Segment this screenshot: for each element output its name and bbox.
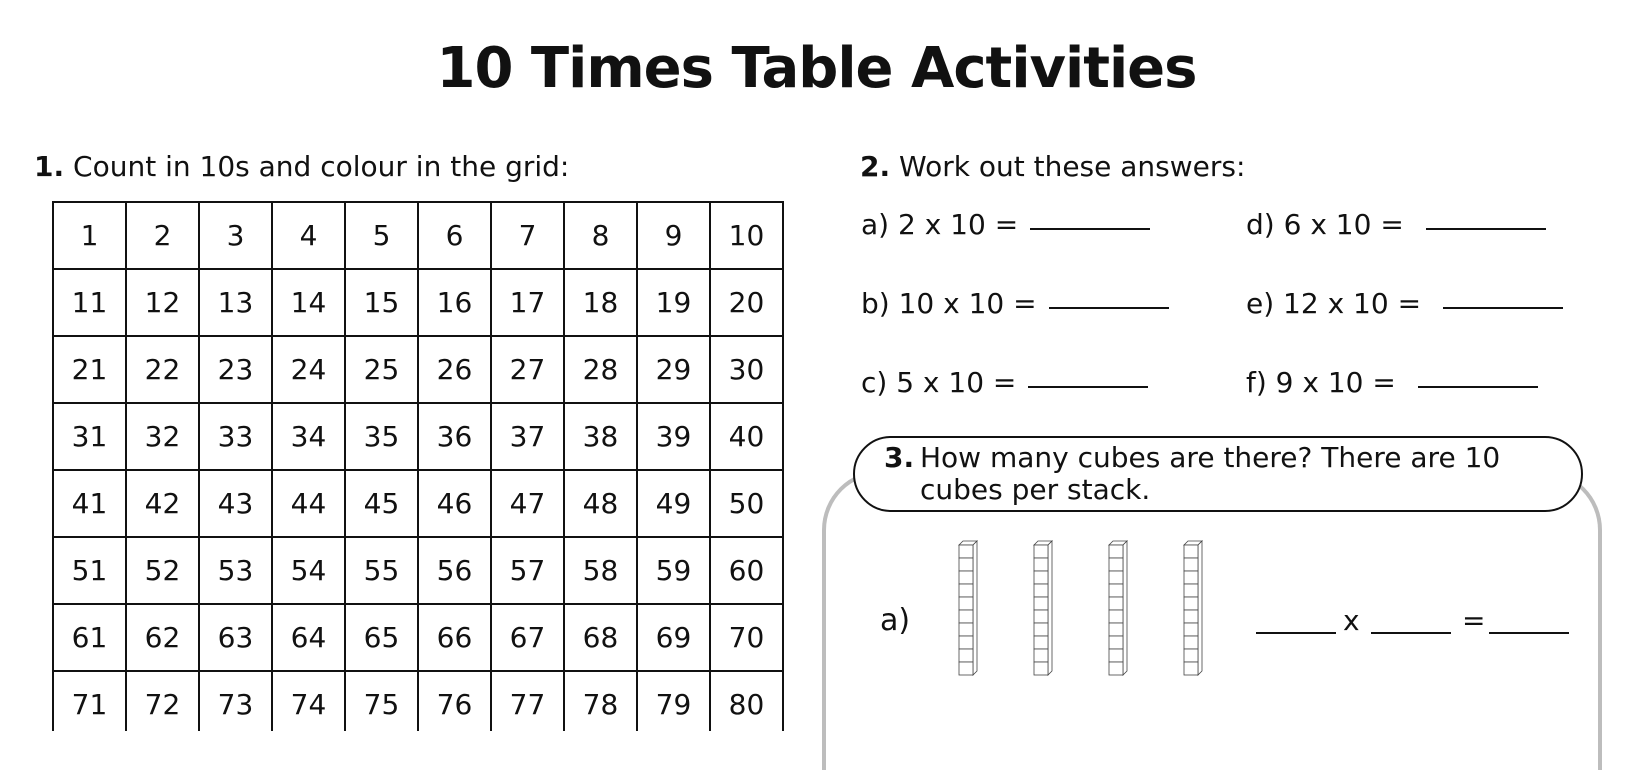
hundred-square-grid bbox=[52, 201, 791, 731]
grid-row bbox=[53, 336, 783, 403]
cube bbox=[1109, 571, 1123, 584]
grid-cell[interactable]: 73 bbox=[199, 671, 272, 731]
cube bbox=[1109, 636, 1123, 649]
grid-cell[interactable]: 5 bbox=[345, 202, 418, 269]
answer-item-a bbox=[861, 208, 1150, 241]
cube bbox=[1184, 545, 1198, 558]
question-1-number: 1. bbox=[34, 150, 65, 183]
cube bbox=[1109, 610, 1123, 623]
cube-stack bbox=[1108, 540, 1128, 680]
cube bbox=[959, 610, 973, 623]
grid-cell[interactable]: 12 bbox=[126, 269, 199, 336]
cube bbox=[1034, 636, 1048, 649]
grid-cell[interactable]: 33 bbox=[199, 403, 272, 470]
cube-stack bbox=[1033, 540, 1053, 680]
grid-cell[interactable]: 69 bbox=[637, 604, 710, 671]
answer-blank[interactable] bbox=[1030, 227, 1150, 230]
grid-cell[interactable]: 78 bbox=[564, 671, 637, 731]
cube bbox=[1034, 610, 1048, 623]
grid-row bbox=[53, 202, 783, 269]
grid-row bbox=[53, 537, 783, 604]
grid-cell[interactable]: 71 bbox=[53, 671, 126, 731]
question-2-number: 2. bbox=[860, 150, 891, 183]
grid-cell[interactable]: 23 bbox=[199, 336, 272, 403]
product-blank[interactable] bbox=[1489, 632, 1569, 634]
question-2-heading bbox=[860, 150, 1245, 183]
cube bbox=[1184, 649, 1198, 662]
grid-cell[interactable]: 17 bbox=[491, 269, 564, 336]
grid-cell[interactable]: 29 bbox=[637, 336, 710, 403]
page-title: 10 Times Table Activities bbox=[436, 36, 1197, 101]
grid-cell[interactable]: 20 bbox=[710, 269, 783, 336]
hundred-square-table bbox=[52, 201, 784, 731]
grid-cell[interactable]: 47 bbox=[491, 470, 564, 537]
cube bbox=[1184, 636, 1198, 649]
cube bbox=[1184, 584, 1198, 597]
answer-item-label: b) 10 x 10 = bbox=[861, 287, 1037, 320]
grid-row bbox=[53, 470, 783, 537]
grid-cell[interactable]: 77 bbox=[491, 671, 564, 731]
grid-cell[interactable]: 35 bbox=[345, 403, 418, 470]
grid-cell[interactable]: 74 bbox=[272, 671, 345, 731]
grid-cell[interactable]: 76 bbox=[418, 671, 491, 731]
cube bbox=[1034, 597, 1048, 610]
cube bbox=[1109, 584, 1123, 597]
grid-cell[interactable]: 26 bbox=[418, 336, 491, 403]
grid-cell[interactable]: 22 bbox=[126, 336, 199, 403]
answer-item-label: f) 9 x 10 = bbox=[1246, 366, 1396, 399]
answer-item-label: e) 12 x 10 = bbox=[1246, 287, 1422, 320]
grid-cell[interactable]: 53 bbox=[199, 537, 272, 604]
grid-cell[interactable]: 44 bbox=[272, 470, 345, 537]
cube bbox=[1034, 558, 1048, 571]
grid-cell[interactable]: 51 bbox=[53, 537, 126, 604]
cube bbox=[1034, 662, 1048, 675]
cube bbox=[1184, 597, 1198, 610]
grid-cell[interactable]: 15 bbox=[345, 269, 418, 336]
grid-cell[interactable]: 14 bbox=[272, 269, 345, 336]
grid-cell[interactable]: 42 bbox=[126, 470, 199, 537]
answer-item-label: c) 5 x 10 = bbox=[861, 366, 1017, 399]
cube bbox=[1034, 584, 1048, 597]
grid-cell[interactable]: 11 bbox=[53, 269, 126, 336]
grid-cell[interactable]: 66 bbox=[418, 604, 491, 671]
grid-cell[interactable]: 32 bbox=[126, 403, 199, 470]
grid-cell[interactable]: 62 bbox=[126, 604, 199, 671]
cube bbox=[959, 558, 973, 571]
grid-cell[interactable]: 19 bbox=[637, 269, 710, 336]
answer-blank[interactable] bbox=[1418, 385, 1538, 388]
times-sign: x bbox=[1343, 604, 1360, 637]
grid-cell[interactable]: 46 bbox=[418, 470, 491, 537]
cube bbox=[959, 571, 973, 584]
grid-cell[interactable]: 27 bbox=[491, 336, 564, 403]
answer-item-label: a) 2 x 10 = bbox=[861, 208, 1019, 241]
grid-cell[interactable]: 67 bbox=[491, 604, 564, 671]
grid-cell[interactable]: 45 bbox=[345, 470, 418, 537]
cube bbox=[1184, 662, 1198, 675]
answer-blank[interactable] bbox=[1028, 385, 1148, 388]
question-2-text: Work out these answers: bbox=[899, 150, 1246, 183]
grid-cell[interactable]: 21 bbox=[53, 336, 126, 403]
cube bbox=[1109, 597, 1123, 610]
grid-cell[interactable]: 79 bbox=[637, 671, 710, 731]
grid-cell[interactable]: 4 bbox=[272, 202, 345, 269]
grid-cell[interactable]: 13 bbox=[199, 269, 272, 336]
grid-cell[interactable]: 18 bbox=[564, 269, 637, 336]
part-a-label: a) bbox=[880, 603, 911, 638]
grid-cell[interactable]: 39 bbox=[637, 403, 710, 470]
grid-cell[interactable]: 80 bbox=[710, 671, 783, 731]
grid-cell[interactable]: 24 bbox=[272, 336, 345, 403]
grid-cell[interactable]: 9 bbox=[637, 202, 710, 269]
grid-cell[interactable]: 63 bbox=[199, 604, 272, 671]
answer-item-e bbox=[1246, 287, 1563, 320]
grid-cell[interactable]: 41 bbox=[53, 470, 126, 537]
cube bbox=[959, 597, 973, 610]
answer-item-c bbox=[861, 366, 1148, 399]
grid-cell[interactable]: 38 bbox=[564, 403, 637, 470]
grid-cell[interactable]: 64 bbox=[272, 604, 345, 671]
cube bbox=[1184, 623, 1198, 636]
grid-cell[interactable]: 70 bbox=[710, 604, 783, 671]
answer-blank[interactable] bbox=[1049, 306, 1169, 309]
question-1-text: Count in 10s and colour in the grid: bbox=[73, 150, 570, 183]
cube bbox=[959, 662, 973, 675]
cube bbox=[1034, 571, 1048, 584]
cube bbox=[959, 636, 973, 649]
grid-cell[interactable]: 34 bbox=[272, 403, 345, 470]
answer-item-d bbox=[1246, 208, 1546, 241]
grid-cell[interactable]: 58 bbox=[564, 537, 637, 604]
grid-cell[interactable]: 61 bbox=[53, 604, 126, 671]
cube bbox=[1034, 545, 1048, 558]
cube bbox=[1109, 649, 1123, 662]
question-3-text: How many cubes are there? There are 10 cubes per stack. bbox=[920, 441, 1501, 506]
cube-stack bbox=[1183, 540, 1203, 680]
grid-cell[interactable]: 65 bbox=[345, 604, 418, 671]
grid-cell[interactable]: 55 bbox=[345, 537, 418, 604]
grid-cell[interactable]: 36 bbox=[418, 403, 491, 470]
cube-stack bbox=[958, 540, 978, 680]
grid-cell[interactable]: 48 bbox=[564, 470, 637, 537]
equals-sign: = bbox=[1462, 604, 1486, 637]
grid-cell[interactable]: 3 bbox=[199, 202, 272, 269]
question-1-heading bbox=[34, 150, 569, 183]
answer-item-label: d) 6 x 10 = bbox=[1246, 208, 1404, 241]
grid-cell[interactable]: 43 bbox=[199, 470, 272, 537]
grid-cell[interactable]: 59 bbox=[637, 537, 710, 604]
cube bbox=[959, 623, 973, 636]
cube bbox=[1109, 558, 1123, 571]
grid-cell[interactable]: 68 bbox=[564, 604, 637, 671]
grid-cell[interactable]: 60 bbox=[710, 537, 783, 604]
grid-cell[interactable]: 54 bbox=[272, 537, 345, 604]
cube bbox=[959, 584, 973, 597]
grid-cell[interactable]: 16 bbox=[418, 269, 491, 336]
grid-cell[interactable]: 75 bbox=[345, 671, 418, 731]
grid-cell[interactable]: 37 bbox=[491, 403, 564, 470]
answer-blank[interactable] bbox=[1426, 227, 1546, 230]
multiplier-blank[interactable] bbox=[1371, 632, 1451, 634]
cube bbox=[1184, 610, 1198, 623]
grid-cell[interactable]: 7 bbox=[491, 202, 564, 269]
grid-cell[interactable]: 49 bbox=[637, 470, 710, 537]
cube bbox=[959, 545, 973, 558]
answer-item-b bbox=[861, 287, 1169, 320]
grid-cell[interactable]: 40 bbox=[710, 403, 783, 470]
grid-cell[interactable]: 10 bbox=[710, 202, 783, 269]
grid-row bbox=[53, 671, 783, 731]
grid-cell[interactable]: 52 bbox=[126, 537, 199, 604]
grid-row bbox=[53, 604, 783, 671]
cube bbox=[1184, 558, 1198, 571]
cube bbox=[1034, 623, 1048, 636]
grid-cell[interactable]: 57 bbox=[491, 537, 564, 604]
cube bbox=[1034, 649, 1048, 662]
grid-cell[interactable]: 50 bbox=[710, 470, 783, 537]
cube bbox=[959, 649, 973, 662]
answer-item-f bbox=[1246, 366, 1538, 399]
grid-cell[interactable]: 56 bbox=[418, 537, 491, 604]
grid-cell[interactable]: 8 bbox=[564, 202, 637, 269]
question-3-number: 3. bbox=[884, 441, 915, 474]
grid-cell[interactable]: 6 bbox=[418, 202, 491, 269]
cube bbox=[1109, 662, 1123, 675]
grid-cell[interactable]: 25 bbox=[345, 336, 418, 403]
cube bbox=[1109, 545, 1123, 558]
grid-row bbox=[53, 403, 783, 470]
answer-blank[interactable] bbox=[1443, 306, 1563, 309]
grid-cell[interactable]: 28 bbox=[564, 336, 637, 403]
grid-cell[interactable]: 1 bbox=[53, 202, 126, 269]
multiplicand-blank[interactable] bbox=[1256, 632, 1336, 634]
grid-row bbox=[53, 269, 783, 336]
grid-cell[interactable]: 30 bbox=[710, 336, 783, 403]
cube bbox=[1109, 623, 1123, 636]
cube bbox=[1184, 571, 1198, 584]
grid-cell[interactable]: 31 bbox=[53, 403, 126, 470]
grid-cell[interactable]: 72 bbox=[126, 671, 199, 731]
grid-cell[interactable]: 2 bbox=[126, 202, 199, 269]
